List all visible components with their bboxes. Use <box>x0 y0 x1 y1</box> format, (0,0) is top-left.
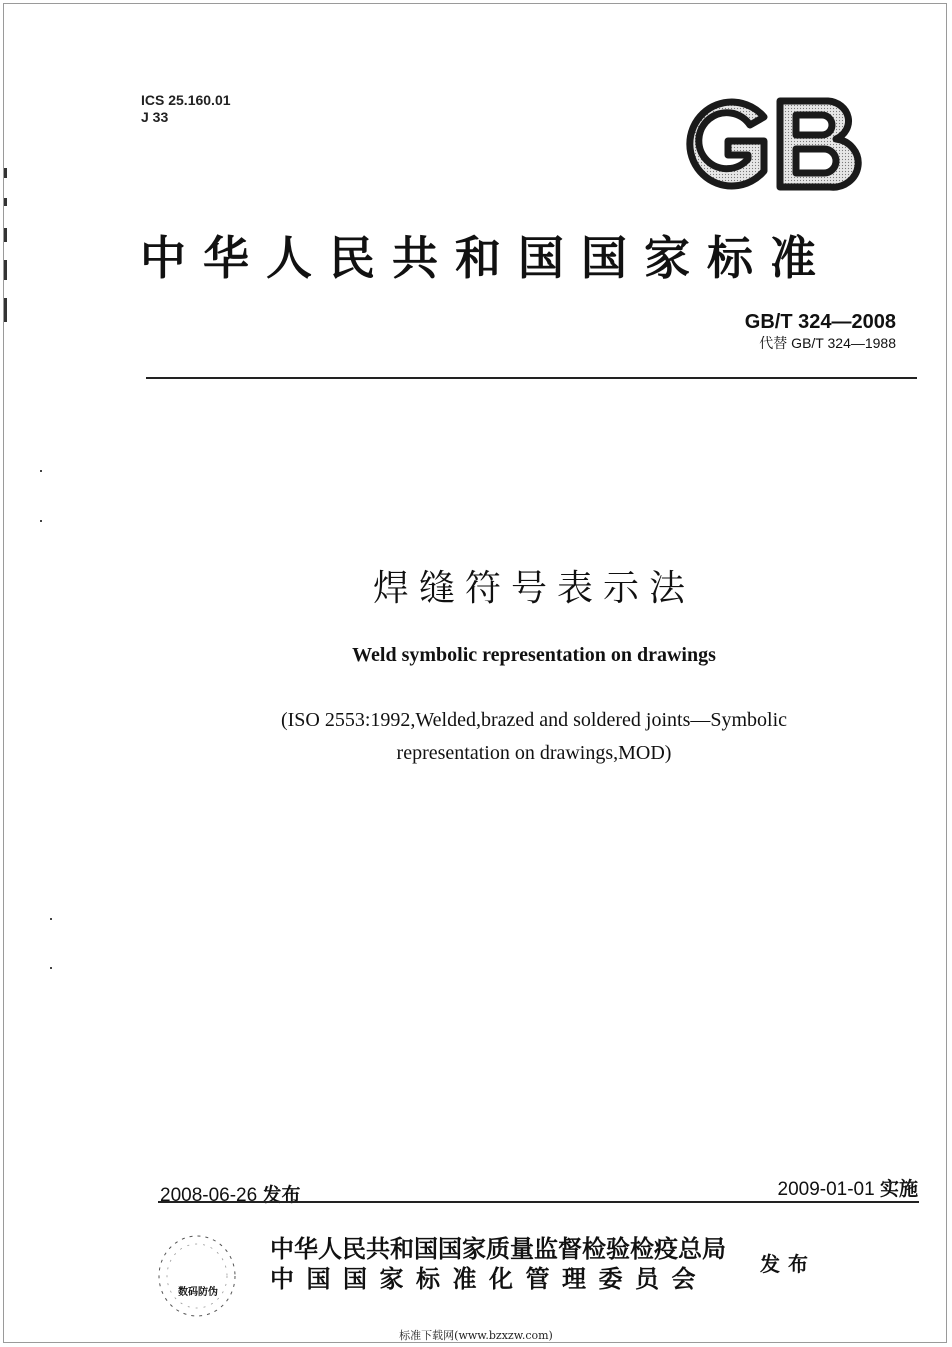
gb-logo-icon <box>676 95 866 193</box>
chinese-title: 焊缝符号表示法 <box>372 568 695 609</box>
iso-reference-line: (ISO 2553:1992,Welded,brazed and soldered joints—Symbolic <box>280 709 788 731</box>
issuer-publish-label: 发布 <box>760 1252 816 1276</box>
issuer-aqsiq: 中华人民共和国国家质量监督检验检疫总局 <box>270 1234 726 1263</box>
anti-counterfeit-label: 数码防伪 <box>178 1287 218 1298</box>
publish-date-label: 发布 <box>262 1184 301 1206</box>
scan-dot <box>50 967 52 969</box>
page-frame <box>3 3 947 1343</box>
ics-code: ICS 25.160.01 <box>141 92 231 108</box>
implementation-date-value: 2009-01-01 <box>777 1179 875 1200</box>
anti-counterfeit-seal-icon <box>152 1230 242 1322</box>
ccs-code: J 33 <box>141 109 169 125</box>
publish-date-value: 2008-06-26 <box>160 1185 258 1206</box>
classification-codes <box>141 92 231 126</box>
standard-code: GB/T 324—2008 <box>744 311 896 333</box>
issuer-sac: 中国国家标准化管理委员会 <box>270 1264 708 1293</box>
english-title: Weld symbolic representation on drawings <box>352 644 716 666</box>
standard-number-block <box>745 310 896 352</box>
scan-dot <box>40 470 42 472</box>
iso-reference-line: representation on drawings,MOD) <box>396 742 672 764</box>
footer-watermark: 标准下载网(www.bzxzw.com) <box>399 1329 553 1342</box>
replaces-standard: 代替 GB/T 324—1988 <box>759 335 896 351</box>
header-divider <box>146 377 917 379</box>
iso-reference <box>200 704 868 770</box>
footer-divider <box>158 1201 919 1203</box>
implementation-date-label: 实施 <box>879 1178 918 1200</box>
implementation-date <box>778 1174 919 1201</box>
binding-marks <box>2 168 10 328</box>
scan-dot <box>50 918 52 920</box>
issuing-authorities <box>270 1234 726 1294</box>
national-standard-title: 中华人民共和国国家标准 <box>140 231 833 285</box>
scan-dot <box>40 520 42 522</box>
